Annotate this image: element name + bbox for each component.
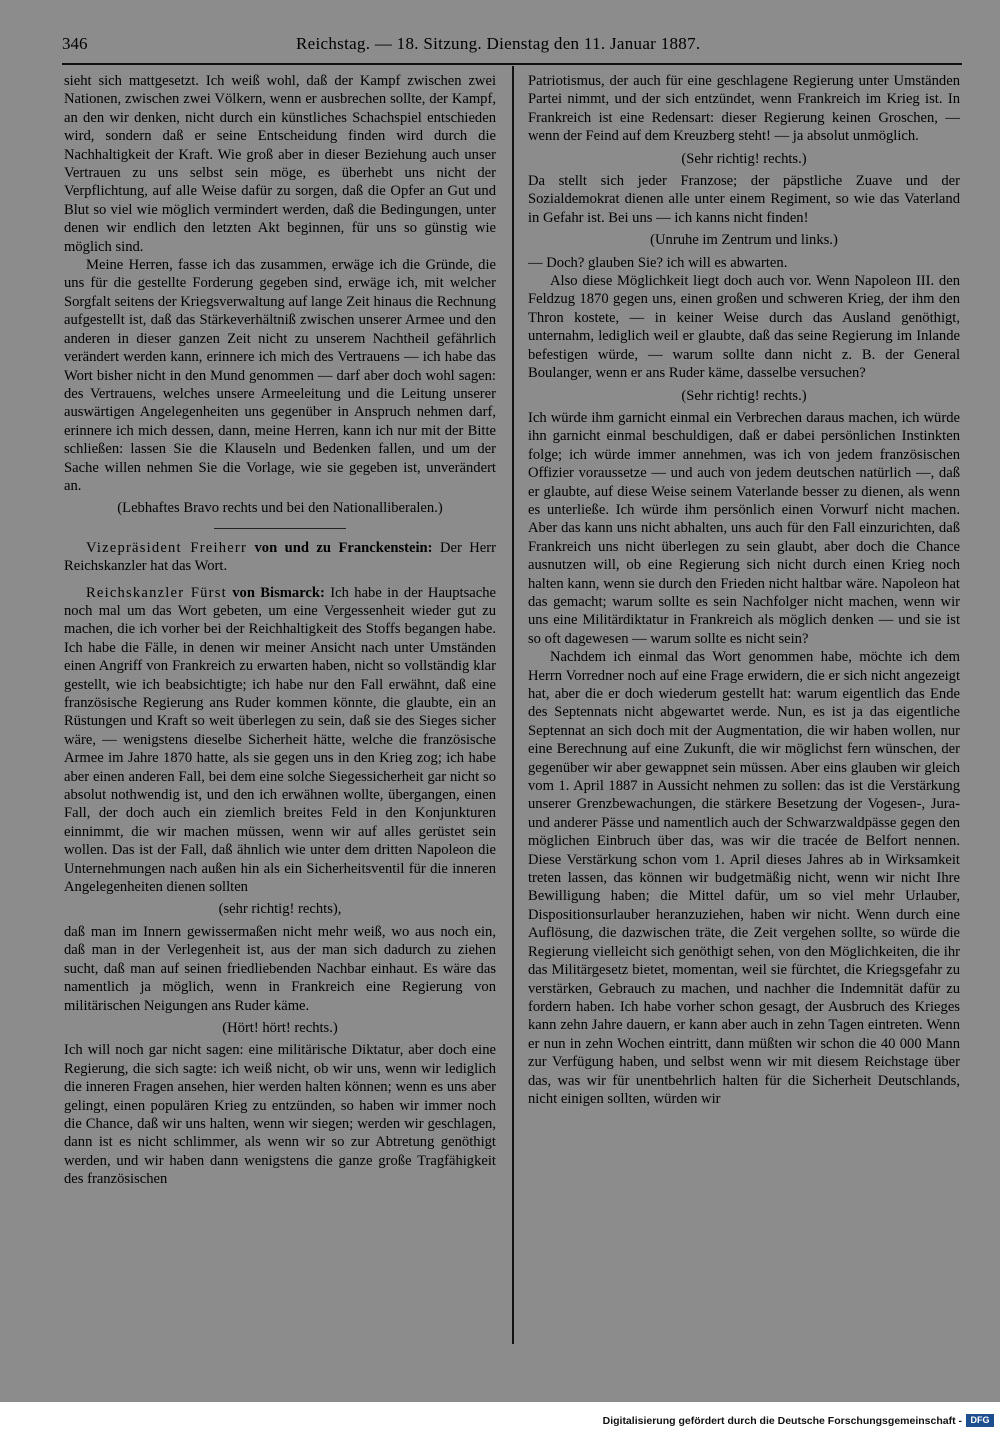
paragraph: Also diese Möglichkeit liegt doch auch vor. Wenn Napoleon III. den Feldzug 1870 gegen uns, einen großen und schweren Krieg, der ihm den Thron kostete, — in keiner Weise durch das Ausland genöthigt, unternahm, lediglich weil er glaubte, daß das seine Regierung im Inlande befestigen würde, — warum sollte dann nicht z. B. der General Boulanger, wenn er ans Ruder käme, dasselbe versuchen? [528,273,960,382]
funding-credit: Digitalisierung gefördert durch die Deutsche Forschungsgemeinschaft - [602,1415,962,1427]
interjection: (sehr richtig! rechts), [218,901,342,918]
footer [0,1410,1000,1432]
dfg-logo: DFG [966,1414,994,1427]
speech-text: Der Herr Reichskanzler hat das Wort. [64,539,497,575]
running-title: Reichstag. — 18. Sitzung. Dienstag den 11. Januar 1887. [296,34,701,53]
interjection: (Sehr richtig! rechts.) [681,150,807,167]
page-number: 346 [62,34,88,53]
left-column [64,72,496,1189]
paragraph: Da stellt sich jeder Franzose; der päpstliche Zuave und der Sozialdemokrat dienen alle unter einem Regiment, so wie das Vaterland in Gefahr ist. Bei uns — ich kanns nicht finden! [528,173,960,226]
speaker-title: Reichskanzler Fürst [86,584,227,601]
paragraph: Patriotismus, der auch für eine geschlagene Regierung unter Umständen Partei nimmt, und der sich entzündet, wenn Frankreich im Krieg ist. In Frankreich ist eine Redensart: dieser Regierung keinen Groschen, — wenn der Feind auf dem Kreuzberg steht! — ja absolut unmöglich. [528,73,960,145]
page-header [62,34,962,60]
right-column [528,72,960,1108]
speaker-paragraph [64,584,496,897]
spacer [64,576,496,584]
separator [214,522,346,529]
speech-text: Ich habe in der Hauptsache noch mal um das Wort gebeten, um eine Vergessenheit wieder gut zu machen, die ich vorher bei der Reichhaltigkeit des Stoffs begangen habe. Ich habe die Fälle, in denen wir meiner Ansicht nach unter Umständen einen Angriff von Frankreich zu erwarten haben, nicht so vollständig klar gestellt, wie ich beabsichtigte; ich habe nur den Fall erwähnt, daß eine französische Regierung ans Ruder kommen könnte, die glaubte, ein an Rüstungen und Kraft so weit überlegen zu sein, daß sie des Sieges sicher wäre, — wenigstens dieselbe Sicherheit hätte, welche die französische Armee im Jahre 1870 hatte, als sie gegen uns in den Krieg zog; ich habe aber einen anderen Fall, bei dem eine solche Siegessicherheit gar nicht so absolut nothwendig ist, und den ich erwähnen wollte, übergangen, einen Fall, der doch auch ein ziemlich breites Feld in den Konjunkturen einnimmt, die wir machen müssen, wenn wir auf alles gerüstet sein wollen. Das ist der Fall, daß ähnlich wie unter dem dritten Napoleon die Unternehmungen nach außen hin als ein Sicherheitsventil für die inneren Angelegenheiten dienen sollten [64,584,496,896]
paragraph: sieht sich mattgesetzt. Ich weiß wohl, daß der Kampf zwischen zwei Nationen, zwischen zwei Völkern, wenn er ausbrechen sollte, der Kampf, an den wir denken, nicht durch ein künstliches Schachspiel entschieden wird, sondern daß er seine Entscheidung finden wird durch die Nachhaltigkeit der Kraft. Wie groß aber in dieser Beziehung auch unser Vertrauen zu uns selbst sein möge, es überhebt uns nicht der Verpflichtung, auf alle Weise dafür zu sorgen, daß die Opfer an Gut und Blut so viel wie möglich vermindert werden, daß die Bedingungen, unter denen wir endlich den letzten Akt beginnen, für uns so günstig wie möglich sind. [64,73,496,255]
interjection: (Lebhaftes Bravo rechts und bei den Nationalliberalen.) [117,500,443,517]
paragraph: Ich würde ihm garnicht einmal ein Verbrechen daraus machen, ich würde ihn garnicht einmal beschuldigen, daß er dabei persönlichen Instinkten folge; ich würde immer annehmen, was ich von jedem französischen Offizier voraussetze — und auch von jedem deutschen natürlich —, daß er glaubte, auf diese Weise seinem Vaterlande besser zu dienen, als wenn es unterließe. Ich würde ihm persönlich einen Vorwurf nicht machen. Aber das kann uns nicht abhalten, uns auch für den Fall einzurichten, daß Frankreich uns nicht überlegen zu sein glaubt, aber doch die Chance ausnutzen will, ob eine Regierung sich nicht durch einen Krieg noch halten kann, wenn sie durch den Frieden nicht haltbar wäre. Napoleon hat das gemacht; warum sollte es sein Nachfolger nicht machen, wenn wir uns eine Militärdiktatur in Frankreich als möglich denken — und sie ist so oft dagewesen — warum sollte es nicht sein? [528,409,960,647]
interjection: (Hört! hört! rechts.) [222,1019,338,1036]
interjection: (Sehr richtig! rechts.) [681,387,807,404]
header-rule [62,63,962,65]
speaker-name: von Bismarck: [232,584,325,601]
speaker-title: Vizepräsident Freiherr [86,539,248,556]
paragraph: daß man im Innern gewissermaßen nicht mehr weiß, wo aus noch ein, daß man in der Verlegenheit ist, aus der man sich dadurch zu ziehen sucht, daß man auf seinen friedliebenden Nachbar einhaut. Es wäre das namentlich ja möglich, wenn in Frankreich eine Regierung von militärischen Neigungen ans Ruder käme. [64,923,496,1014]
column-divider [512,66,514,1344]
paragraph: — Doch? glauben Sie? ich will es abwarten. [528,254,788,271]
paragraph: Meine Herren, fasse ich das zusammen, erwäge ich die Gründe, die uns für die gestellte Forderung gegeben sind, erwäge ich, mit welcher Sorgfalt seitens der Kriegsverwaltung auf lange Zeit hinaus die Rechnung aufgestellt ist, daß das Stärkeverhältniß zwischen unserer Armee und den anderen in dieser ganzen Zeit nicht zu unserem Nachtheil gefährlich verändert werden kann, erinnere ich mich des Vertrauens — ich habe das Wort bisher nicht in den Mund genommen — darf aber doch wohl sagen: des Vertrauens, welches unsere Armeeleitung und die Leitung unserer auswärtigen Angelegenheiten uns gegenüber in Anspruch nehmen darf, erinnere ich mich dessen, dann, meine Herren, kann ich nur mit der Bitte schließen: lassen Sie die Klauseln und Bedenken fallen, und um der Sache willen nehmen Sie die Vorlage, wie sie gegeben ist, unverändert an. [64,257,496,494]
speaker-paragraph [64,539,496,576]
speaker-name: von und zu Franckenstein: [254,539,433,556]
interjection: (Unruhe im Zentrum und links.) [650,232,838,249]
paragraph: Nachdem ich einmal das Wort genommen habe, möchte ich dem Herrn Vorredner noch auf eine Frage erwidern, die er sich nicht angezeigt hat, aber die er doch wiederum gestellt hat: warum eigentlich das Ende des Septennats nicht abgewartet werde. Nun, es ist ja das eigentliche Septennat an sich doch mit der Augmentation, die wir haben wollen, nur eine Berechnung auf eine Zukunft, die wir möglichst fern wünschen, der gegenüber wir aber gewappnet sein müssen. Aber eins glauben wir gleich vom 1. April 1887 in Aussicht nehmen zu sollen: das ist die Verstärkung unserer Grenzbewachungen, die stärkere Besetzung der Vogesen-, Jura- und anderer Pässe und namentlich auch der Schwarzwaldpässe gegen den möglichen Einbruch über das, was wir die tracée de Belfort nennen. Diese Verstärkung schon vom 1. April dieses Jahres ab in Wirksamkeit treten lassen, das können wir budgetmäßig nicht, wenn wir nicht Ihre Bewilligung haben; die Mittel dafür, um so viel mehr Urlauber, Dispositionsurlauber heranzuziehen, haben wir nicht. Wenn durch eine Auflösung, die dazwischen träte, die Zeit vergehen sollte, so würde die Regierung vielleicht sich genöthigt sehen, von den Möglichkeiten, die ihr das Militärgesetz bietet, momentan, weil sie fürchtet, die Kriegsgefahr zu verstärken, Gebrauch zu machen, und nachher die Indemnität dafür zu fordern haben. Ich habe vorher schon gesagt, der Ausbruch des Krieges kann zehn Jahre dauern, er kann aber auch in zehn Tagen eintreten. Wenn er nun in zehn Wochen eintritt, dann müßten wir schon die 40 000 Mann zur Verfügung haben, und selbst wenn wir mit diesem Reichstage über das, was wir für unentbehrlich halten für die Sicherheit Deutschlands, nicht einigen sollten, würden wir [528,649,960,1107]
paragraph: Ich will noch gar nicht sagen: eine militärische Diktatur, aber doch eine Regierung, die sich sagte: ich weiß nicht, ob wir uns, wenn wir lediglich die inneren Fragen ansehen, hier werden halten können; wenn es uns aber gelingt, einen populären Krieg zu entzünden, so haben wir immer noch die Chance, daß wir uns halten, wenn wir siegen; werden wir geschlagen, dann ist es nicht schlimmer, als wenn wir so zur Abtretung genöthigt werden, und wir haben dann wenigstens die ganze große Tragfähigkeit des französischen [64,1042,496,1188]
